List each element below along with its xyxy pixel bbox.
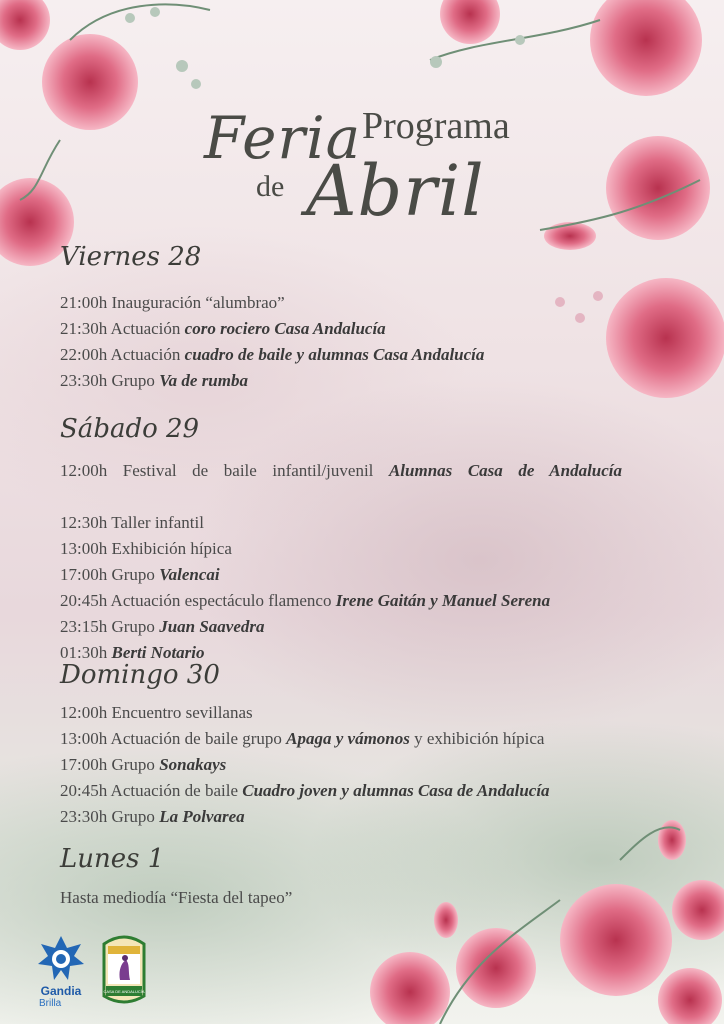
event-item: 21:30h Actuación coro rociero Casa Andalucía: [60, 319, 386, 338]
gandia-sub: Brilla: [39, 998, 62, 1009]
event-item: 17:00h Grupo Valencai: [60, 565, 220, 584]
gandia-star-icon: [36, 934, 86, 982]
flower-cluster-bottom-right: [370, 820, 724, 1024]
casa-logo-text: CASA DE ANDALUCÍA: [103, 989, 145, 994]
title-abril: Abril: [306, 150, 485, 232]
casa-andalucia-emblem-icon: [100, 930, 148, 1010]
event-item: 20:45h Actuación de baile Cuadro joven y alumnas Casa de Andalucía: [60, 781, 550, 800]
event-item: 13:00h Actuación de baile grupo Apaga y vámonos y exhibición hípica: [60, 729, 545, 748]
day-heading-domingo: Domingo 30: [60, 660, 220, 690]
event-item: 22:00h Actuación cuadro de baile y alumnas Casa Andalucía: [60, 345, 485, 364]
day-heading-viernes: Viernes 28: [60, 242, 202, 272]
event-item: 12:00h Festival de baile infantil/juvenil Alumnas Casa de Andalucía: [60, 461, 623, 480]
event-item: 23:15h Grupo Juan Saavedra: [60, 617, 265, 636]
event-item: 12:30h Taller infantil: [60, 513, 204, 532]
event-item: 20:45h Actuación espectáculo flamenco Irene Gaitán y Manuel Serena: [60, 591, 551, 610]
event-item: 21:00h Inauguración “alumbrao”: [60, 293, 285, 312]
day-heading-sabado: Sábado 29: [60, 414, 200, 444]
event-item: 12:00h Encuentro sevillanas: [60, 703, 253, 722]
title-feria: Feria: [204, 104, 362, 172]
closing-line: Hasta mediodía “Fiesta del tapeo”: [60, 888, 293, 907]
title-de: de: [256, 170, 285, 203]
event-item: 01:30h Berti Notario: [60, 643, 205, 662]
casa-andalucia-logo: [100, 930, 148, 1010]
day-heading-lunes: Lunes 1: [60, 844, 165, 874]
event-item: 13:00h Exhibición hípica: [60, 539, 232, 558]
event-item: 23:30h Grupo La Polvarea: [60, 807, 245, 826]
gandia-logo: [36, 934, 86, 1010]
flower-cluster-top-left: [0, 0, 210, 266]
event-item: 23:30h Grupo Va de rumba: [60, 371, 248, 390]
title-programa: Programa: [362, 105, 510, 147]
gandia-name: Gandia: [40, 984, 82, 998]
event-item: 17:00h Grupo Sonakays: [60, 755, 227, 774]
